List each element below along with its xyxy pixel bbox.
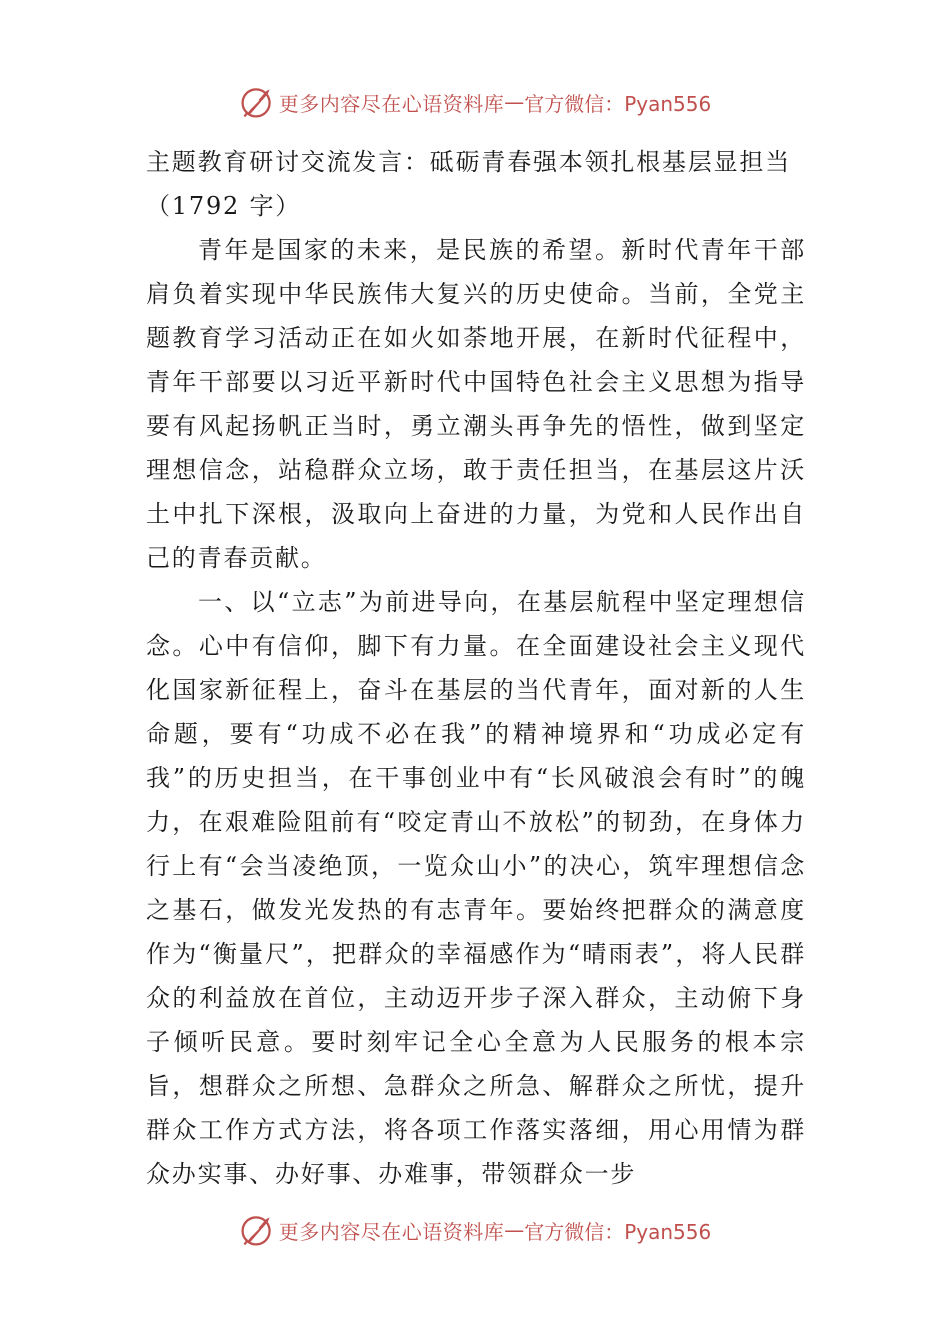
quill-pen-logo-icon: [239, 84, 275, 120]
header-banner: [0, 82, 950, 122]
document-title: 主题教育研讨交流发言：砥砺青春强本领扎根基层显担当（1792 字）: [146, 148, 791, 220]
paragraph-intro: 青年是国家的未来，是民族的希望。新时代青年干部肩负着实现中华民族伟大复兴的历史使命。当前，全党主题教育学习活动正在如火如荼地开展，在新时代征程中，青年干部要以习近平新时代中国特色社会主义思想为指导要有风起扬帆正当时，勇立潮头再争先的悟性，做到坚定理想信念，站稳群众立场，敢于责任担当，在基层这片沃土中扎下深根，汲取向上奋进的力量，为党和人民作出自己的青春贡献。: [146, 236, 806, 572]
banner-contact: 官方微信：Pyan556: [524, 1219, 712, 1244]
banner-contact: 官方微信：Pyan556: [524, 91, 712, 116]
paragraph-section-one: 一、以“立志”为前进导向，在基层航程中坚定理想信念。心中有信仰，脚下有力量。在全面建设社会主义现代化国家新征程上，奋斗在基层的当代青年，面对新的人生命题，要有“功成不必在我”的精神境界和“功成必定有我”的历史担当，在干事创业中有“长风破浪会有时”的魄力，在艰难险阻前有“咬定青山不放松”的韧劲，在身体力行上有“会当凌绝顶，一览众山小”的决心，筑牢理想信念之基石，做发光发热的有志青年。要始终把群众的满意度作为“衡量尺”，把群众的幸福感作为“晴雨表”，将人民群众的利益放在首位，主动迈开步子深入群众，主动俯下身子倾听民意。要时刻牢记全心全意为人民服务的根本宗旨，想群众之所想、急群众之所急、解群众之所忧，提升群众工作方式方法，将各项工作落实落细，用心用情为群众办实事、办好事、办难事，带领群众一步: [146, 588, 806, 1188]
document-body: [146, 140, 806, 1196]
banner-separator: —: [504, 1218, 525, 1242]
footer-banner: [0, 1210, 950, 1250]
banner-text: 更多内容尽在心语资料库: [278, 1219, 505, 1244]
banner-separator: —: [504, 90, 525, 114]
banner-text: 更多内容尽在心语资料库: [278, 91, 505, 116]
quill-pen-logo-icon: [239, 1212, 275, 1248]
